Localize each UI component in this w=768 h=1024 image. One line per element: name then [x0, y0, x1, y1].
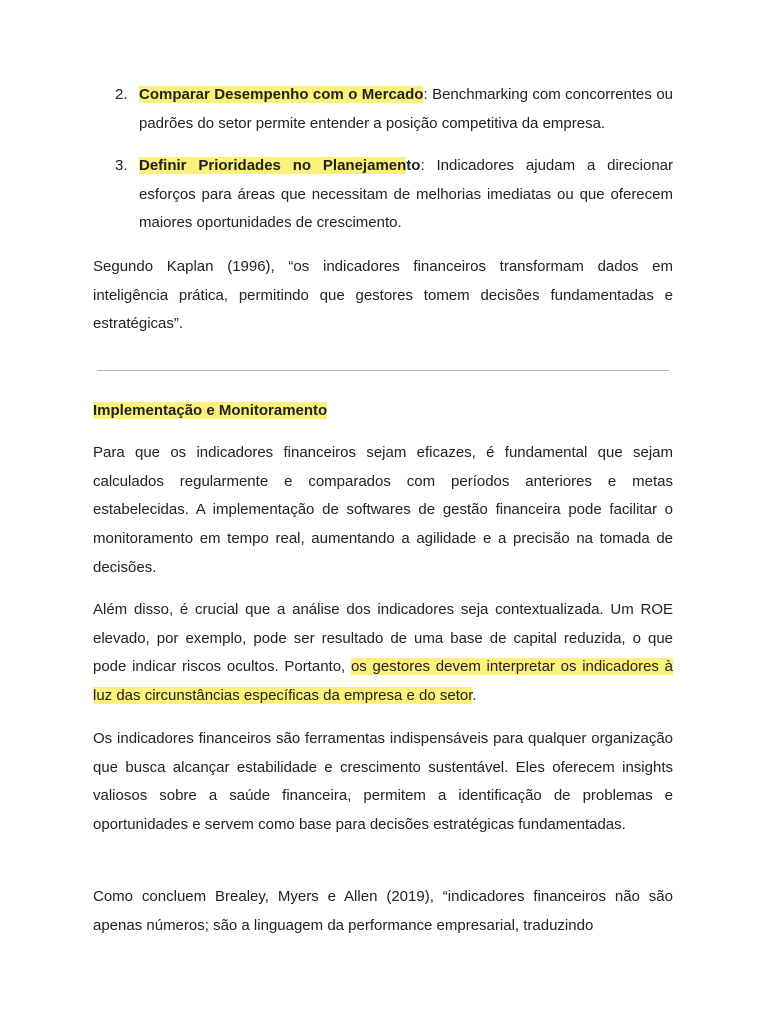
list-item-title-highlight: Definir Prioridades no Planejamen — [139, 157, 407, 174]
implementation-paragraph: Para que os indicadores financeiros sejam eficazes, é fundamental que sejam calculados regularmente e comparados com períodos anteriores e metas estabelecidas. A implementação de softwares de gestão financeira pode facilitar o monitoramento em tempo real, aumentando a agilidade e a precisão na tomada de decisões. — [93, 444, 673, 576]
roe-paragraph-highlight: os gestores devem interpretar os indicadores à luz das circunstâncias específicas da empresa e do setor — [93, 658, 673, 705]
conclusion-paragraph: Os indicadores financeiros são ferramentas indispensáveis para qualquer organização que busca alcançar estabilidade e crescimento sustentável. Eles oferecem insights valiosos sobre a saúde financeira, permitem a identificação de problemas e oportunidades e servem como base para decisões estratégicas fundamentadas. — [93, 730, 673, 834]
list-number: 3. — [115, 157, 128, 174]
horizontal-divider — [97, 370, 669, 371]
section-heading — [93, 397, 327, 426]
list-item-body: : Benchmarking com concorrentes ou padrões do setor permite entender a posição competitiva da empresa. — [139, 86, 674, 132]
kaplan-quote-paragraph: Segundo Kaplan (1996), “os indicadores financeiros transformam dados em inteligência prática, permitindo que gestores tomem decisões fundamentadas e estratégicas”. — [93, 258, 673, 333]
section-heading-text: Implementação e Monitoramento — [93, 402, 328, 419]
roe-paragraph-end: . — [472, 687, 477, 705]
list-text — [139, 81, 673, 138]
list-item-3 — [93, 152, 673, 238]
list-item-body: : Indicadores ajudam a direcionar esforços para áreas que necessitam de melhorias imediatas ou que oferecem maiores oportunidades de crescimento. — [139, 157, 674, 232]
roe-paragraph-text: Além disso, é crucial que a análise dos indicadores seja contextualizada. Um ROE elevado, por exemplo, pode ser resultado de uma base de capital reduzida, o que pode indicar riscos ocultos. Portanto, — [93, 601, 673, 676]
list-text — [139, 152, 673, 238]
list-item-2 — [93, 81, 673, 138]
roe-paragraph — [93, 596, 673, 711]
list-item-title-tail: to — [406, 157, 421, 174]
list-number: 2. — [115, 86, 128, 103]
brealey-quote-paragraph: Como concluem Brealey, Myers e Allen (2019), “indicadores financeiros não são apenas números; são a linguagem da performance empresarial, traduzindo — [93, 888, 673, 934]
list-item-title-highlight: Comparar Desempenho com o Mercado — [139, 86, 424, 103]
